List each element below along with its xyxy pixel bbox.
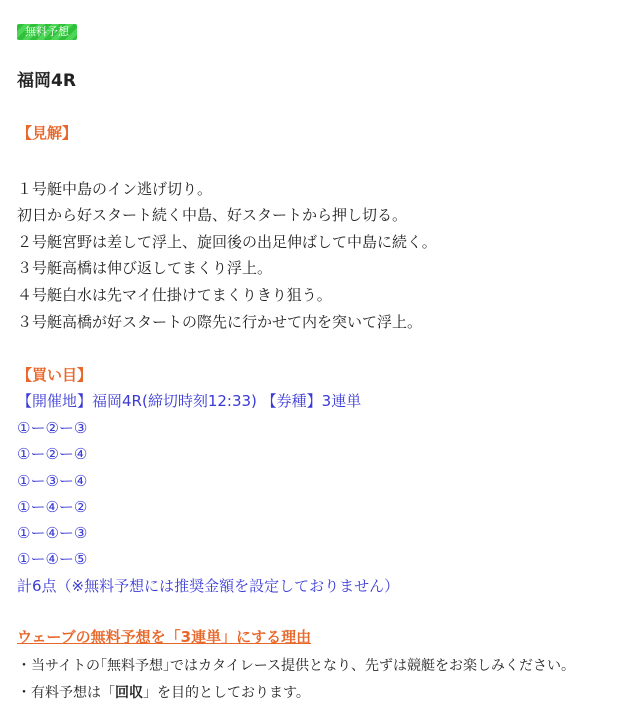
analysis-line: ４号艇白水は先マイ仕掛けてまくりきり狙う。 — [17, 286, 332, 304]
bets-venue-line: 【開催地】福岡4R(締切時刻12:33) 【券種】3連単 — [17, 392, 362, 410]
bets-heading: 【買い目】 — [17, 366, 93, 384]
reason-note-2-suffix: 」を目的としております。 — [143, 685, 310, 701]
bet-combination: ①ー②ー③ — [17, 419, 88, 437]
reason-note-2 — [17, 682, 310, 702]
analysis-line: ３号艇高橋は伸び返してまくり浮上。 — [17, 259, 273, 277]
analysis-line: 初日から好スタート続く中島、好スタートから押し切る。 — [17, 206, 408, 224]
bet-combination: ①ー④ー② — [17, 498, 88, 516]
bet-combination: ①ー③ー④ — [17, 472, 88, 490]
reason-note-2-prefix: ・有料予想は「 — [17, 685, 115, 701]
reason-note-2-emphasis: 回収 — [115, 685, 143, 701]
analysis-line: ２号艇宮野は差して浮上、旋回後の出足伸ばして中島に続く。 — [17, 233, 437, 251]
bet-combination: ①ー④ー③ — [17, 524, 88, 542]
bets-total: 計6点（※無料予想には推奨金額を設定しておりません） — [17, 577, 400, 595]
free-prediction-badge: 無料予想 — [17, 24, 77, 40]
reason-note-1: ・当サイトの｢無料予想｣ではカタイレース提供となり、先ずは競艇をお楽しみください。 — [17, 658, 576, 674]
analysis-line: １号艇中島のイン逃げ切り。 — [17, 180, 213, 198]
race-title: 福岡4R — [17, 71, 76, 91]
analysis-line: ３号艇高橋が好スタートの際先に行かせて内を突いて浮上。 — [17, 313, 423, 331]
bet-combination: ①ー②ー④ — [17, 445, 88, 463]
bet-combination: ①ー④ー⑤ — [17, 550, 88, 568]
reason-heading: ウェーブの無料予想を「3連単」にする理由 — [17, 628, 312, 646]
analysis-heading: 【見解】 — [17, 124, 78, 142]
